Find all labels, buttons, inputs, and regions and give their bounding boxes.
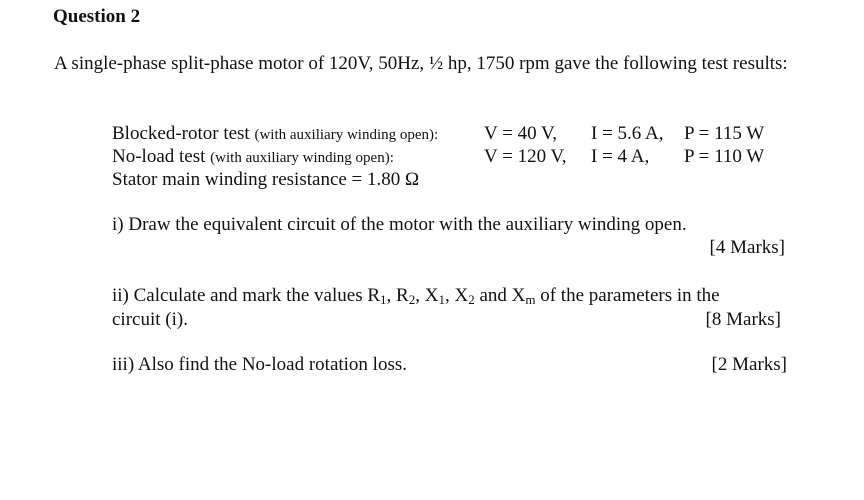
subscript-x2: 2 (468, 292, 475, 307)
part-ii-sep2: , X (415, 285, 439, 306)
part-ii-line2: circuit (i). (112, 309, 188, 330)
part-ii-sep3: , X (444, 285, 469, 306)
blocked-rotor-note: (with auxiliary winding open): (254, 127, 439, 143)
question-intro: A single-phase split-phase motor of 120V, 50Hz, ½ hp, 1750 rpm gave the following test results: (54, 53, 788, 74)
part-ii-sep1: , R (386, 285, 409, 306)
stator-resistance: Stator main winding resistance = 1.80 Ω (112, 169, 420, 190)
subscript-x1: 1 (438, 292, 445, 307)
part-iii-text: iii) Also find the No-load rotation loss. (112, 354, 408, 375)
blocked-rotor-voltage: V = 40 V, (484, 123, 558, 144)
no-load-note: (with auxiliary winding open): (210, 150, 394, 166)
part-i-text: i) Draw the equivalent circuit of the motor with the auxiliary winding open. (112, 214, 687, 235)
part-ii-text-b: of the parameters in the (535, 285, 720, 306)
subscript-xm: m (525, 292, 536, 307)
subscript-r1: 1 (380, 292, 387, 307)
blocked-rotor-current: I = 5.6 A, (591, 123, 664, 144)
no-load-label (112, 146, 394, 168)
blocked-rotor-power: P = 115 W (684, 123, 765, 144)
no-load-current: I = 4 A, (591, 146, 650, 167)
no-load-power: P = 110 W (684, 146, 765, 167)
blocked-rotor-label (112, 123, 438, 145)
part-ii-text-a: ii) Calculate and mark the values R (112, 285, 381, 306)
part-ii-marks: [8 Marks] (705, 309, 781, 330)
blocked-rotor-title: Blocked-rotor test (112, 123, 250, 144)
part-ii-sep4: and X (474, 285, 526, 306)
question-title: Question 2 (53, 6, 141, 27)
part-iii-marks: [2 Marks] (711, 354, 787, 375)
subscript-r2: 2 (408, 292, 416, 307)
part-i-marks: [4 Marks] (709, 237, 785, 258)
no-load-voltage: V = 120 V, (484, 146, 567, 167)
part-ii-line1 (112, 285, 720, 308)
no-load-title: No-load test (112, 146, 206, 167)
